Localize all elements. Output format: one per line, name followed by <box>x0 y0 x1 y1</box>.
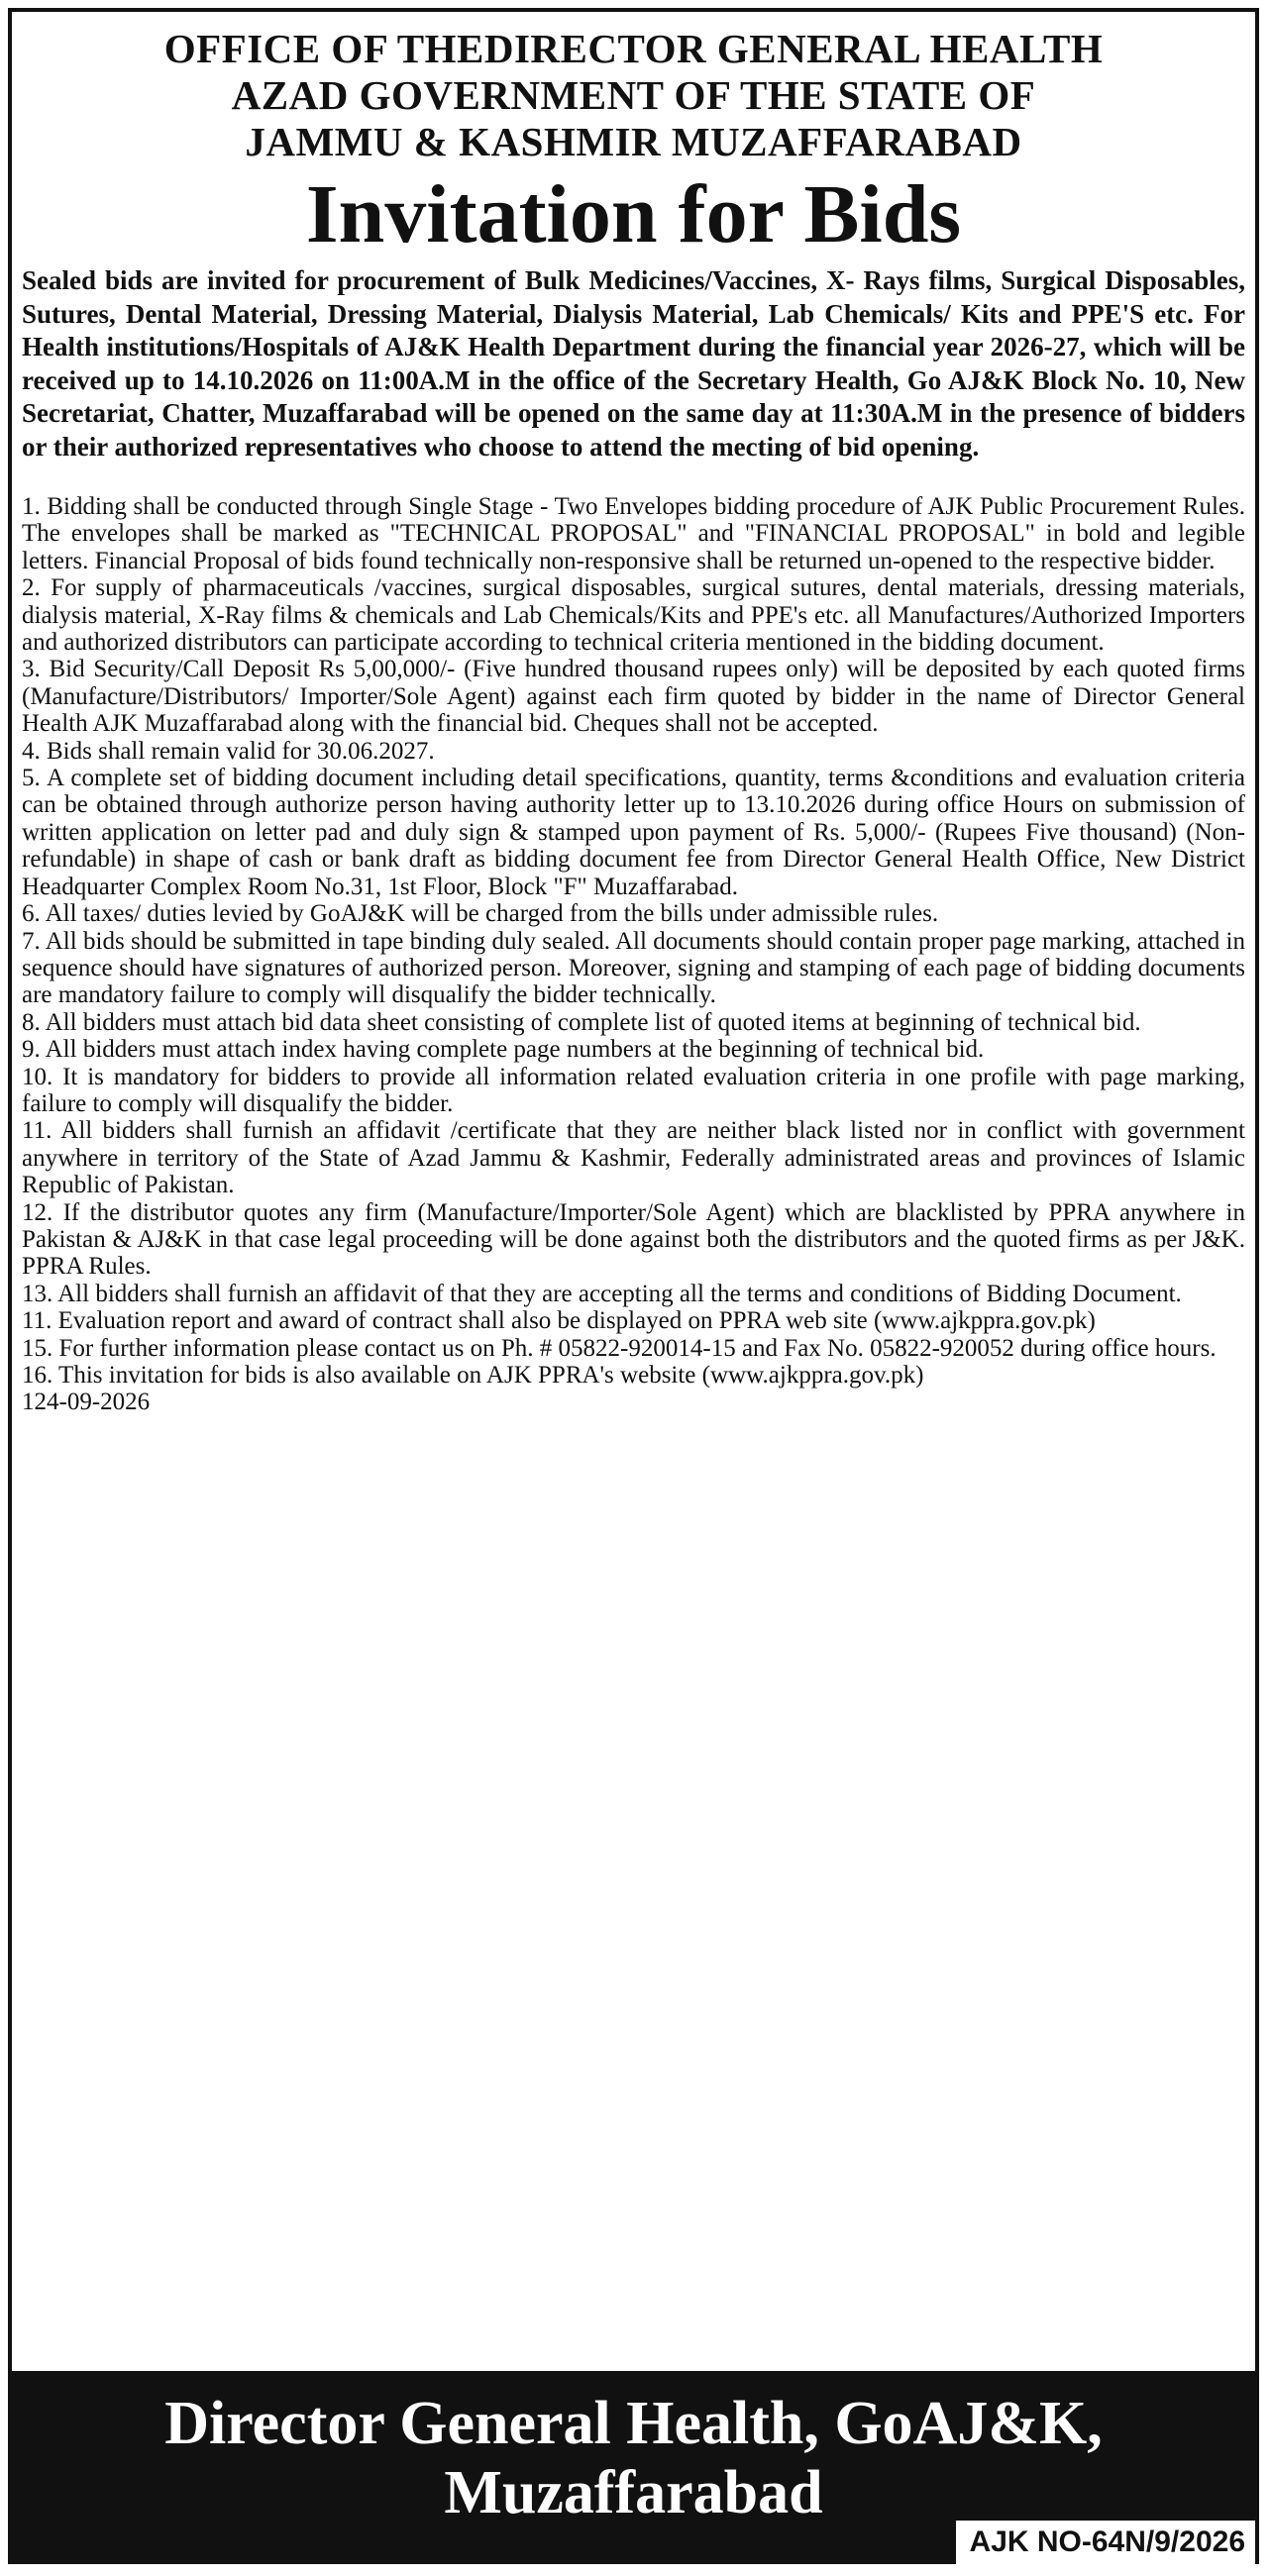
condition-item: 7. All bids should be submitted in tape binding duly sealed. All documents should contain proper page marking, attached in sequence should have signatures of authorized person. Moreover, signing and stamping of each page of bidding documents are mandatory failure to comply will disqualify the bidder technically. <box>22 927 1245 1009</box>
condition-item: 9. All bidders must attach index having complete page numbers at the beginning of technical bid. <box>22 1036 985 1064</box>
header-line-2: AZAD GOVERNMENT OF THE STATE OF <box>231 72 1036 118</box>
condition-item: 11. All bidders shall furnish an affidavit /certificate that they are neither black listed nor in conflict with government anywhere in territory of the State of Azad Jammu & Kashmir, Federally administrated areas and provinces of Islamic Republic of Pakistan. <box>22 1117 1245 1199</box>
header-line-3: JAMMU & KASHMIR MUZAFFARABAD <box>245 119 1022 164</box>
header-line-1: OFFICE OF THEDIRECTOR GENERAL HEALTH <box>163 26 1104 71</box>
condition-item: 1. Bidding shall be conducted through Single Stage - Two Envelopes bidding procedure of AJK Public Procurement Rules. The envelopes shall be marked as "TECHNICAL PROPOSAL" and "FINANCIAL PROPOSAL" in bold and legible letters. Financial Proposal of bids found technically non-responsive shall be returned un-opened to the respective bidder. <box>22 493 1245 574</box>
conditions-list <box>22 493 1245 1416</box>
condition-item: 4. Bids shall remain valid for 30.06.2027. <box>22 737 435 765</box>
office-header <box>12 26 1255 165</box>
notice-frame <box>8 8 1259 2564</box>
condition-item: 12. If the distributor quotes any firm (Manufacture/Importer/Sole Agent) which are blacklisted by PPRA anywhere in Pakistan & AJ&K in that case legal proceeding will be done against both the distributors and the quoted firms as per J&K. PPRA Rules. <box>22 1198 1245 1281</box>
advert-reference-number: AJK NO-64N/9/2026 <box>956 2521 1255 2564</box>
notice-date: 124-09-2026 <box>22 1389 151 1416</box>
condition-item: 2. For supply of pharmaceuticals /vaccines, surgical disposables, surgical sutures, dental materials, dressing materials, dialysis material, X-Ray films & chemicals and Lab Chemicals/Kits and PPE's etc. all Manufactures/Authorized Importers and authorized distributors can participate according to technical criteria mentioned in the bidding document. <box>22 574 1245 657</box>
condition-item: 8. All bidders must attach bid data sheet consisting of complete list of quoted items at beginning of technical bid. <box>22 1008 1141 1036</box>
condition-item: 13. All bidders shall furnish an affidavit of that they are accepting all the terms and conditions of Bidding Document. <box>22 1280 1182 1307</box>
issuer-footer <box>12 2371 1255 2564</box>
condition-item: 10. It is mandatory for bidders to provide all information related evaluation criteria in one profile with page marking, failure to comply will disqualify the bidder. <box>22 1063 1245 1117</box>
notice-title: Invitation for Bids <box>305 168 962 260</box>
issuer-line-1: Director General Health, GoAJ&K, <box>164 2390 1103 2457</box>
condition-item: 3. Bid Security/Call Deposit Rs 5,00,000/- (Five hundred thousand rupees only) will be deposited by each quoted firms (Manufacture/Distributors/ Importer/Sole Agent) against each firm quoted by bidder in the name of Director General Health AJK Muzaffarabad along with the financial bid. Cheques shall not be accepted. <box>22 656 1245 738</box>
issuer-name <box>12 2371 1255 2527</box>
issuer-line-2: Muzaffarabad <box>444 2459 823 2526</box>
condition-item: 15. For further information please contact us on Ph. # 05822-920014-15 and Fax No. 05822-920052 during office hours. <box>22 1334 1217 1362</box>
condition-item: 5. A complete set of bidding document including detail specifications, quantity, terms &conditions and evaluation criteria can be obtained through authorize person having authority letter up to 13.10.2026 during office Hours on submission of written application on letter pad and duly sign & stamped upon payment of Rs. 5,000/- (Rupees Five thousand) (Non-refundable) in shape of cash or bank draft as bidding document fee from Director General Health Office, New District Headquarter Complex Room No.31, 1st Floor, Block "F" Muzaffarabad. <box>22 765 1245 900</box>
condition-item: 6. All taxes/ duties levied by GoAJ&K will be charged from the bills under admissible rules. <box>22 900 939 928</box>
condition-item: 11. Evaluation report and award of contract shall also be displayed on PPRA web site (www.ajkppra.gov.pk) <box>22 1307 1096 1335</box>
condition-item: 16. This invitation for bids is also available on AJK PPRA's website (www.ajkppra.gov.pk) <box>22 1362 924 1389</box>
intro-paragraph: Sealed bids are invited for procurement of Bulk Medicines/Vaccines, X- Rays films, Surgical Disposables, Sutures, Dental Material, Dressing Material, Dialysis Material, Lab Chemicals/ Kits and PPE'S etc. For Health institutions/Hospitals of AJ&K Health Department during the financial year 2026-27, which will be received up to 14.10.2026 on 11:00A.M in the office of the Secretary Health, Go AJ&K Block No. 10, New Secretariat, Chatter, Muzaffarabad will be opened on the same day at 11:30A.M in the presence of bidders or their authorized representatives who choose to attend the mecting of bid opening. <box>22 265 1245 462</box>
